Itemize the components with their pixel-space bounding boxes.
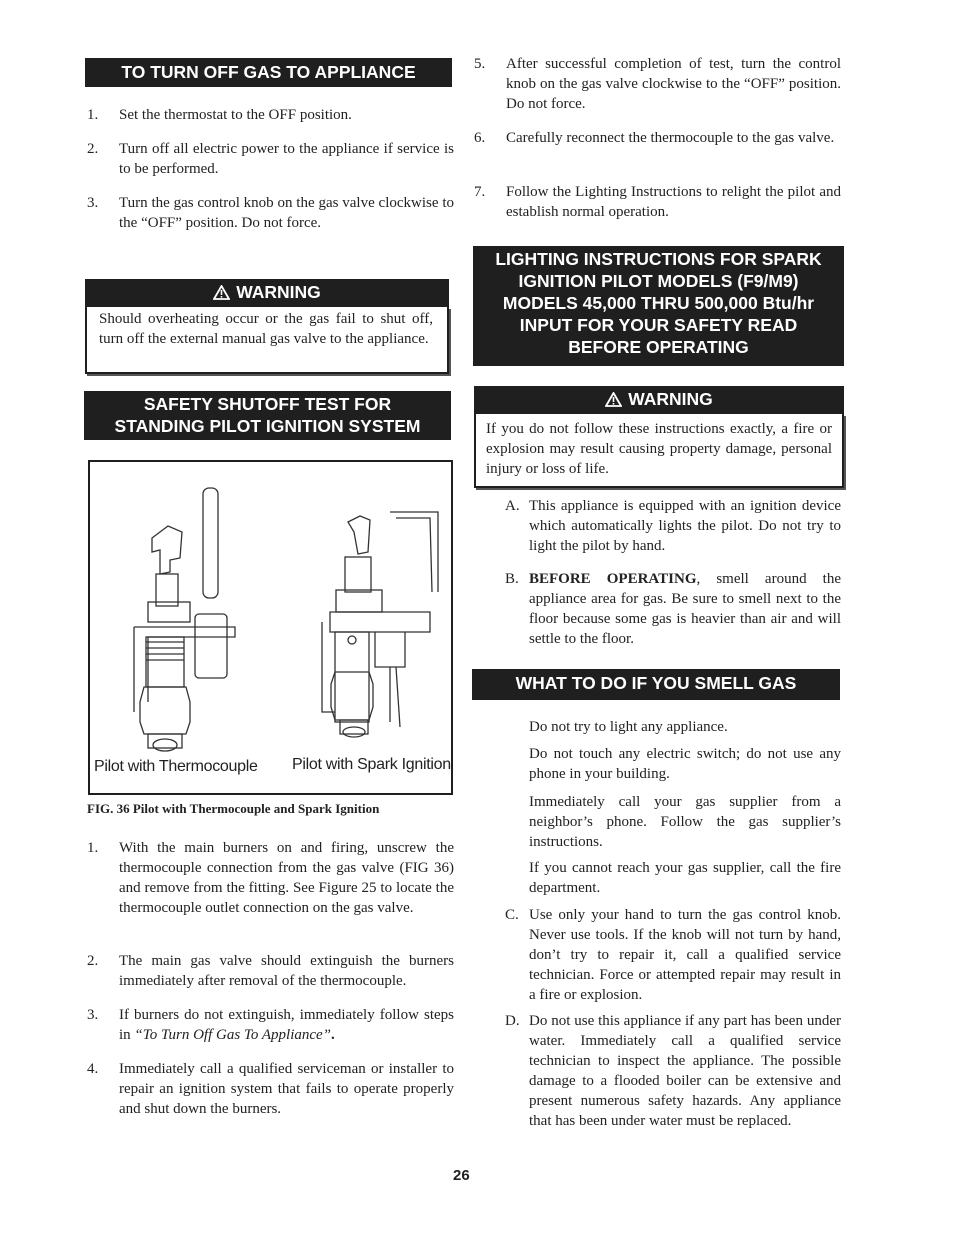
test-step-5: 5. After successful completion of test, turn the control knob on the gas valve clockwise to the “OFF” position. Do not force. [474,56,841,112]
figure-caption: FIG. 36 Pilot with Thermocouple and Spark Ignition [87,801,380,816]
test-step-3: 3. If burners do not extinguish, immediately follow steps in “To Turn Off Gas To Appliance”. [87,1007,454,1043]
smell-para-4: If you cannot reach your gas supplier, call the fire department. [529,860,841,896]
turn-off-step-2: 2. Turn off all electric power to the appliance if service is to be performed. [87,141,454,177]
figure-label-thermocouple: Pilot with Thermocouple [94,758,258,775]
lighting-item-b: B. BEFORE OPERATING, smell around the appliance area for gas. Be sure to smell next to the floor because some gas is heavier than air and will settle to the floor. [505,571,841,647]
warning-box-2: If you do not follow these instructions exactly, a fire or explosion may result causing property damage, personal injury or loss of life. [474,414,844,488]
pilot-figure [88,460,453,795]
test-step-2: 2. The main gas valve should extinguish the burners immediately after removal of the thermocouple. [87,953,454,989]
thermocouple-pilot-icon [134,488,235,751]
turn-off-gas-heading: TO TURN OFF GAS TO APPLIANCE [85,58,452,87]
warning-heading-2: WARNING [474,386,844,414]
turn-off-step-3: 3. Turn the gas control knob on the gas valve clockwise to the “OFF” position. Do not force. [87,195,454,231]
warning-triangle-icon [213,281,230,307]
turn-off-gas-reference: “To Turn Off Gas To Appliance” [134,1027,332,1043]
warning-box-1: Should overheating occur or the gas fail to shut off, turn off the external manual gas valve to the appliance. [85,307,449,374]
smell-para-1: Do not try to light any appliance. [529,719,728,735]
lighting-item-c: C. Use only your hand to turn the gas control knob. Never use tools. If the knob will not turn by hand, don’t try to repair it, call a qualified service technician. Force or attempted repair may result in a fire or explosion. [505,907,841,1003]
safety-shutoff-heading: SAFETY SHUTOFF TEST FOR STANDING PILOT IGNITION SYSTEM [84,391,451,440]
test-step-7: 7. Follow the Lighting Instructions to relight the pilot and establish normal operation. [474,184,841,220]
figure-label-spark: Pilot with Spark Ignition [292,756,451,773]
smell-para-3: Immediately call your gas supplier from a neighbor’s phone. Follow the gas supplier’s instructions. [529,794,841,850]
warning-triangle-icon [605,388,622,415]
smell-para-2: Do not touch any electric switch; do not use any phone in your building. [529,746,841,782]
turn-off-step-1: 1. Set the thermostat to the OFF position. [87,107,352,123]
pilot-illustration [90,462,451,793]
test-step-1: 1. With the main burners on and firing, unscrew the thermocouple connection from the gas valve (FIG 36) and remove from the fitting. See Figure 25 to locate the thermocouple outlet connection on the gas valve. [87,840,454,916]
test-step-6: 6. Carefully reconnect the thermocouple to the gas valve. [474,130,835,146]
warning-heading-1: WARNING [85,279,449,307]
lighting-item-d: D. Do not use this appliance if any part has been under water. Immediately call a qualified service technician to inspect the appliance. The possible damage to a flooded boiler can be extensive and present numerous safety hazards. Any appliance that has been under water must be replaced. [505,1013,841,1129]
page-number: 26 [453,1167,470,1184]
lighting-item-a: A. This appliance is equipped with an ignition device which automatically lights the pilot. Do not try to light the pilot by hand. [505,498,841,554]
smell-gas-heading: WHAT TO DO IF YOU SMELL GAS [472,669,840,700]
lighting-instructions-heading: LIGHTING INSTRUCTIONS FOR SPARK IGNITION PILOT MODELS (F9/M9) MODELS 45,000 THRU 500,000 Btu/hr INPUT FOR YOUR SAFETY READ BEFORE OPERATING [473,246,844,366]
test-step-4: 4. Immediately call a qualified serviceman or installer to repair an ignition system that fails to operate properly and shut down the burners. [87,1061,454,1117]
spark-pilot-icon [322,512,438,737]
